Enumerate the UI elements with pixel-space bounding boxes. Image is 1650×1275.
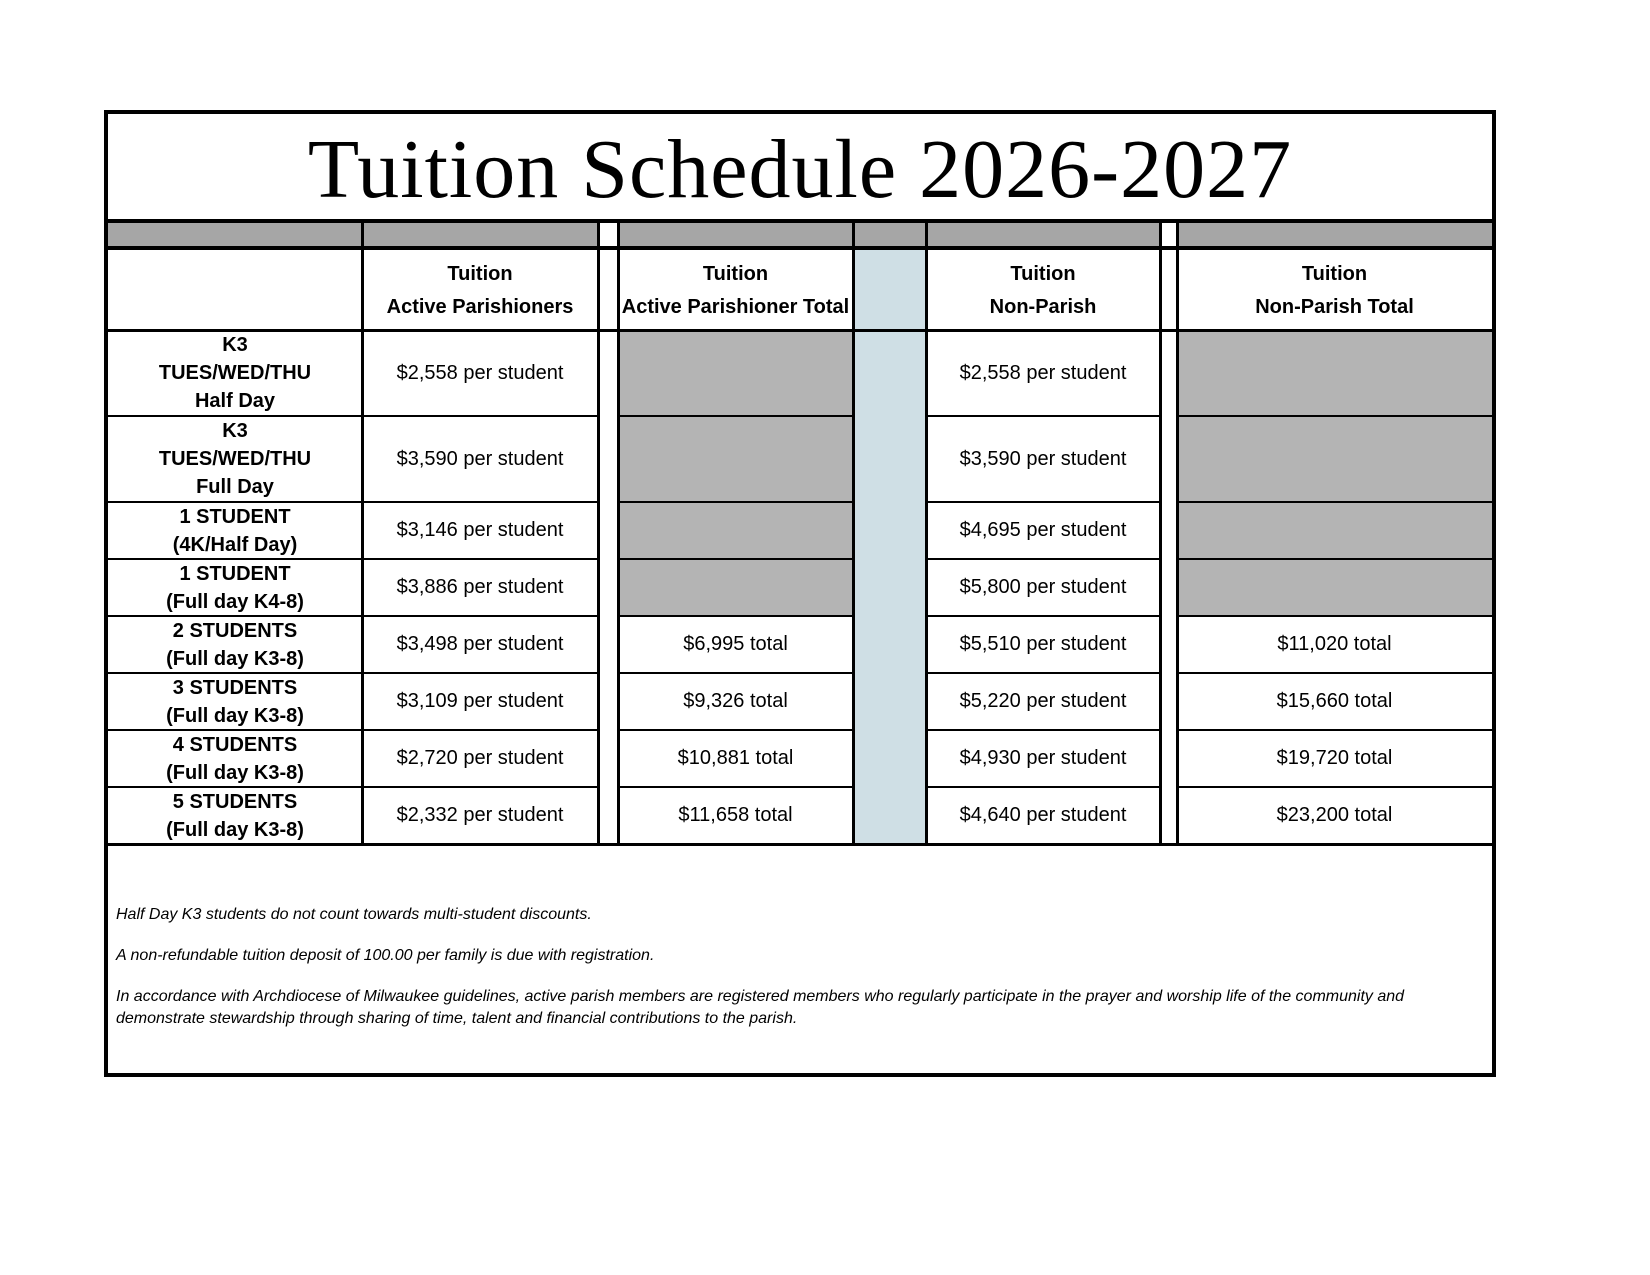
row-label (108, 559, 362, 616)
non-parish-total-cell-value: $19,720 total (1276, 747, 1393, 769)
active-parishioner-cell-value: $2,720 per student (396, 747, 564, 769)
column-header-3 (926, 248, 1160, 330)
column-header-line1: Tuition (1010, 263, 1076, 285)
table-rule (108, 729, 598, 731)
active-parishioner-total-cell (618, 559, 853, 616)
table-rule (108, 219, 1492, 223)
non-parish-cell (926, 616, 1160, 673)
footnotes (116, 904, 1486, 1049)
column-header-line1: Tuition (702, 263, 769, 285)
active-parishioner-cell (362, 616, 598, 673)
row-label-line: TUES/WED/THU (158, 448, 312, 470)
active-parishioner-cell (362, 673, 598, 730)
non-parish-cell (926, 559, 1160, 616)
non-parish-cell (926, 673, 1160, 730)
active-parishioner-total-cell-value: $10,881 total (677, 747, 794, 769)
table-rule (108, 786, 598, 788)
spacer-column (853, 248, 926, 844)
table-rule (1177, 415, 1492, 417)
non-parish-cell-value: $4,640 per student (959, 804, 1127, 826)
row-label-line: (Full day K3-8) (166, 647, 304, 670)
row-label-line: K3 (222, 420, 248, 442)
table-rule (1176, 220, 1179, 846)
row-label-line: 4 STUDENTS (172, 733, 298, 756)
column-header-line2: Active Parishioner Total (621, 296, 850, 318)
table-rule (361, 220, 364, 844)
non-parish-cell-value: $3,590 per student (959, 447, 1127, 470)
table-rule (597, 220, 600, 846)
table-rule (1177, 558, 1492, 560)
table-rule (926, 672, 1160, 674)
table-rule (108, 246, 1492, 250)
table-rule (926, 415, 1160, 417)
active-parishioner-total-cell (618, 616, 853, 673)
table-rule (926, 729, 1160, 731)
row-label (108, 330, 362, 416)
table-rule (108, 558, 598, 560)
non-parish-total-cell (1177, 673, 1492, 730)
active-parishioner-total-cell (618, 416, 853, 502)
footnote-active-parish-definition: In accordance with Archdiocese of Milwaukee guidelines, active parish members are registered members who regularly participate in the prayer and worship life of the community and demonstrate stewardship through sharing of time, talent and financial contributions to the parish. (116, 988, 1405, 1027)
table-rule (852, 220, 855, 846)
active-parishioner-cell-value: $3,886 per student (396, 576, 564, 598)
table-rule (108, 843, 1492, 846)
column-header-4 (1177, 248, 1492, 330)
active-parishioner-total-cell-value: $9,326 total (683, 690, 788, 712)
non-parish-cell (926, 416, 1160, 502)
column-header-line1: Tuition (447, 263, 513, 285)
non-parish-cell-value: $4,695 per student (959, 519, 1127, 541)
active-parishioner-cell-value: $2,558 per student (396, 361, 564, 384)
column-header-0 (108, 248, 362, 330)
table-rule (1177, 729, 1492, 731)
tuition-table (108, 220, 1492, 879)
table-rule (618, 729, 853, 731)
non-parish-cell (926, 502, 1160, 559)
non-parish-cell-value: $4,930 per student (959, 747, 1127, 769)
column-header-line2: Non-Parish (989, 296, 1097, 318)
column-header-line2: Non-Parish Total (1255, 296, 1414, 318)
non-parish-cell (926, 330, 1160, 416)
active-parishioner-cell (362, 330, 598, 416)
active-parishioner-total-cell (618, 330, 853, 416)
table-rule (618, 415, 853, 417)
row-label-line: K3 (222, 334, 248, 356)
table-rule (926, 501, 1160, 503)
table-rule (618, 615, 853, 617)
table-rule (926, 615, 1160, 617)
table-rule (1177, 786, 1492, 788)
table-rule (617, 220, 620, 846)
header-band-cell (618, 220, 853, 248)
active-parishioner-cell-value: $2,332 per student (396, 804, 564, 826)
row-label-line: (Full day K4-8) (166, 590, 304, 613)
row-label-line: 3 STUDENTS (172, 676, 298, 699)
active-parishioner-total-cell-value: $11,658 total (678, 804, 793, 826)
table-rule (108, 329, 1492, 332)
non-parish-cell-value: $5,800 per student (959, 576, 1127, 598)
row-label-line: 2 STUDENTS (172, 619, 298, 642)
table-rule (1159, 220, 1162, 846)
active-parishioner-cell-value: $3,146 per student (396, 519, 564, 541)
table-rule (1177, 672, 1492, 674)
non-parish-total-cell-value: $11,020 total (1277, 633, 1392, 655)
table-rule (926, 558, 1160, 560)
column-header-line1: Tuition (1301, 263, 1368, 285)
footnote-half-day: Half Day K3 students do not count towards multi-student discounts. (116, 906, 592, 923)
table-rule (108, 672, 598, 674)
active-parishioner-cell-value: $3,590 per student (396, 447, 564, 470)
non-parish-total-cell (1177, 330, 1492, 416)
non-parish-total-cell (1177, 616, 1492, 673)
row-label-line: Half Day (194, 390, 276, 412)
table-rule (618, 672, 853, 674)
column-header-line2: Active Parishioners (386, 296, 574, 318)
active-parishioner-cell (362, 559, 598, 616)
page-title: Tuition Schedule 2026-2027 (307, 123, 1293, 216)
non-parish-cell (926, 730, 1160, 787)
row-label-line: TUES/WED/THU (158, 362, 312, 384)
active-parishioner-cell (362, 730, 598, 787)
row-label (108, 616, 362, 673)
table-rule (108, 615, 598, 617)
non-parish-total-cell (1177, 787, 1492, 844)
row-label (108, 416, 362, 502)
row-label-line: (Full day K3-8) (166, 818, 304, 841)
header-band-cell (853, 220, 926, 248)
tuition-sheet (104, 110, 1496, 1077)
row-label (108, 787, 362, 844)
row-label-line: (Full day K3-8) (166, 704, 304, 727)
table-rule (925, 220, 928, 846)
row-label-line: (Full day K3-8) (166, 761, 304, 784)
table-rule (618, 786, 853, 788)
non-parish-total-cell-value: $15,660 total (1276, 690, 1393, 712)
non-parish-total-cell (1177, 730, 1492, 787)
non-parish-total-cell (1177, 416, 1492, 502)
row-label-line: (4K/Half Day) (172, 533, 298, 556)
active-parishioner-total-cell-value: $6,995 total (683, 633, 788, 655)
row-label-line: 5 STUDENTS (172, 790, 298, 813)
table-rule (1177, 615, 1492, 617)
non-parish-cell-value: $5,220 per student (959, 690, 1127, 712)
row-label (108, 673, 362, 730)
header-band-cell (108, 220, 362, 248)
table-rule (1177, 501, 1492, 503)
header-band-cell (1177, 220, 1492, 248)
active-parishioner-total-cell (618, 673, 853, 730)
table-rule (618, 501, 853, 503)
active-parishioner-total-cell (618, 502, 853, 559)
table-rule (108, 415, 598, 417)
active-parishioner-cell (362, 416, 598, 502)
table-rule (926, 786, 1160, 788)
active-parishioner-total-cell (618, 787, 853, 844)
non-parish-total-cell-value: $23,200 total (1276, 804, 1393, 826)
row-label-line: Full Day (196, 476, 274, 498)
header-band-cell (926, 220, 1160, 248)
active-parishioner-cell (362, 787, 598, 844)
column-header-2 (618, 248, 853, 330)
non-parish-cell-value: $5,510 per student (959, 633, 1127, 655)
row-label (108, 730, 362, 787)
row-label (108, 502, 362, 559)
table-rule (108, 501, 598, 503)
active-parishioner-cell (362, 502, 598, 559)
row-label-line: 1 STUDENT (179, 562, 291, 585)
table-rule (618, 558, 853, 560)
non-parish-cell-value: $2,558 per student (959, 361, 1127, 384)
row-label-line: 1 STUDENT (179, 505, 291, 528)
active-parishioner-cell-value: $3,109 per student (396, 690, 564, 712)
non-parish-total-cell (1177, 502, 1492, 559)
active-parishioner-cell-value: $3,498 per student (396, 633, 564, 655)
active-parishioner-total-cell (618, 730, 853, 787)
header-band-cell (362, 220, 598, 248)
non-parish-total-cell (1177, 559, 1492, 616)
non-parish-cell (926, 787, 1160, 844)
footnote-deposit: A non-refundable tuition deposit of 100.00 per family is due with registration. (116, 947, 655, 964)
column-header-1 (362, 248, 598, 330)
